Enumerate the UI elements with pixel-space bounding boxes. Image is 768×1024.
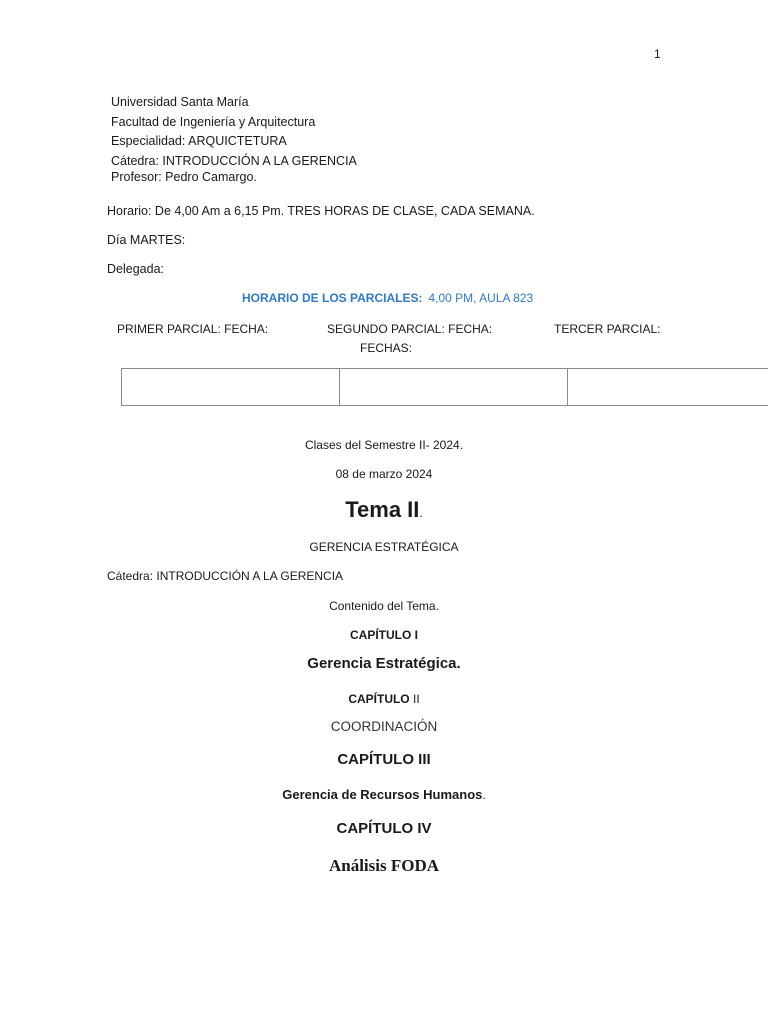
chapter-1-title: Gerencia Estratégica.	[307, 655, 461, 672]
delegate-line: Delegada:	[107, 262, 164, 276]
university-name: Universidad Santa María	[111, 95, 249, 109]
chapter-4-label: CAPÍTULO IV	[336, 820, 432, 837]
chapter-2-title: COORDINACIÓN	[330, 719, 438, 734]
catedra-line: Cátedra: INTRODUCCIÓN A LA GERENCIA	[107, 569, 344, 583]
exam-dates-label: FECHAS:	[360, 341, 413, 355]
chapter-2-number: II	[413, 692, 420, 706]
catedra: Cátedra: INTRODUCCIÓN A LA GERENCIA	[111, 153, 357, 168]
date-line: 08 de marzo 2024	[335, 467, 433, 481]
semester-line: Clases del Semestre II- 2024.	[304, 438, 464, 452]
contents-title: Contenido del Tema.	[329, 599, 439, 613]
chapter-3-dot: .	[482, 788, 486, 802]
page-number: 1	[654, 47, 661, 61]
chapter-3-title-wrap	[0, 787, 768, 802]
course-header	[111, 93, 357, 188]
table-row	[122, 369, 768, 406]
exam-schedule-label: HORARIO DE LOS PARCIALES:	[242, 291, 423, 305]
schedule-line: Horario: De 4,00 Am a 6,15 Pm. TRES HORAS DE CLASE, CADA SEMANA.	[107, 204, 535, 218]
chapter-1-label: CAPÍTULO I	[350, 628, 418, 642]
exam-schedule	[242, 291, 533, 305]
first-exam-label: PRIMER PARCIAL: FECHA:	[117, 322, 269, 336]
faculty-name: Facultad de Ingeniería y Arquitectura	[111, 114, 316, 129]
third-exam-label: TERCER PARCIAL:	[554, 322, 661, 336]
topic-title	[0, 497, 768, 523]
chapter-2-label: CAPÍTULO	[348, 692, 410, 706]
chapter-2-label-wrap	[0, 692, 768, 706]
second-exam-cell	[340, 369, 568, 406]
second-exam-label: SEGUNDO PARCIAL: FECHA:	[327, 322, 493, 336]
topic-title-text: Tema II	[345, 497, 420, 522]
first-exam-cell	[122, 369, 340, 406]
professor: Profesor: Pedro Camargo.	[111, 170, 257, 185]
exam-schedule-value: 4,00 PM, AULA 823	[428, 291, 534, 305]
topic-title-dot: .	[419, 506, 423, 520]
day-line: Día MARTES:	[107, 233, 186, 247]
chapter-3-title: Gerencia de Recursos Humanos	[282, 787, 483, 802]
chapter-3-label: CAPÍTULO III	[337, 751, 431, 768]
specialty: Especialidad: ARQUICTETURA	[111, 134, 287, 149]
third-exam-cell	[568, 369, 768, 406]
exam-dates-table	[121, 368, 768, 406]
subject-line: GERENCIA ESTRATÉGICA	[309, 540, 459, 554]
chapter-4-title: Análisis FODA	[328, 856, 440, 875]
